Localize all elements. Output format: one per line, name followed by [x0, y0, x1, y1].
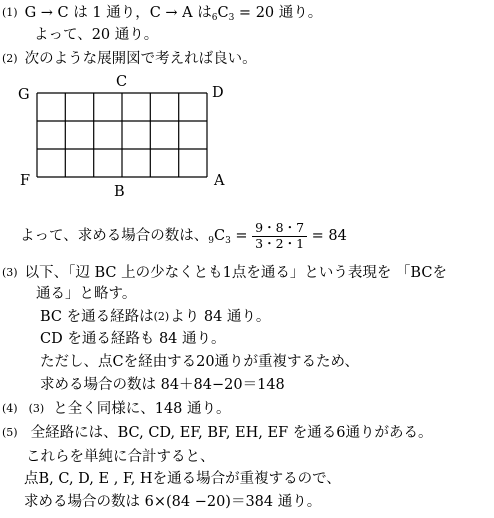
problem-ref-3: (3): [28, 402, 45, 415]
vertex-label-b: B: [114, 184, 125, 200]
problem-3-line-2: 通る」と略す。: [36, 286, 137, 302]
problem-5-line-3: 点B, C, D, E , F, Hを通る場合が重複するので、: [24, 471, 341, 487]
vertex-label-g: G: [18, 87, 30, 103]
problem-3-line-3: BC を通る経路は(2) より 84 通り。: [40, 309, 271, 325]
problem-1-line-2: よって、20 通り。: [34, 27, 159, 43]
fraction: [252, 222, 307, 250]
vertex-label-d: D: [212, 85, 224, 101]
problem-3-line-5: ただし、点Cを経由する20通りが重複するため、: [40, 354, 359, 370]
problem-number-3: (3): [2, 266, 18, 279]
problem-1-line-1: (1) G → C は 1 通り，C → A は$_6C_3 = 20$ 通り。: [2, 5, 323, 23]
problem-5-line-4: 求める場合の数は 6×(84 −20)＝384 通り。: [24, 494, 322, 510]
vertex-label-f: F: [20, 173, 31, 189]
problem-4-line-1: (4) (3) と全く同様に、148 通り。: [2, 401, 231, 417]
problem-5-line-1: (5) 全経路には、BC, CD, EF, BF, EH, EF を通る6通りがある。: [2, 425, 433, 441]
vertex-label-c: C: [116, 74, 128, 90]
problem-5-line-2: これらを単純に合計すると、: [26, 449, 215, 465]
problem-number-5: (5): [2, 426, 18, 439]
problem-number-4: (4): [2, 402, 18, 415]
problem-number-2: (2): [2, 52, 18, 65]
problem-2-line-1: (2) 次のような展開図で考えれば良い。: [2, 51, 257, 67]
problem-3-line-6: 求める場合の数は 84＋84−20＝148: [40, 377, 285, 393]
problem-3-line-4: CD を通る経路も 84 通り。: [40, 331, 226, 347]
problem-number-1: (1): [2, 6, 18, 19]
fraction-numerator: 9・8・7: [252, 222, 307, 237]
fraction-denominator: 3・2・1: [255, 235, 305, 251]
problem-3-line-1: (3) 以下、「辺 BC 上の少なくとも1点を通る」という表現を 「BCを: [2, 265, 447, 281]
vertex-label-a: A: [214, 173, 225, 189]
problem-2-answer-line: よって、求める場合の数は、$_9C_3$ = $\frac{9・8・7}{3・2・1}$ = 84: [20, 220, 347, 251]
